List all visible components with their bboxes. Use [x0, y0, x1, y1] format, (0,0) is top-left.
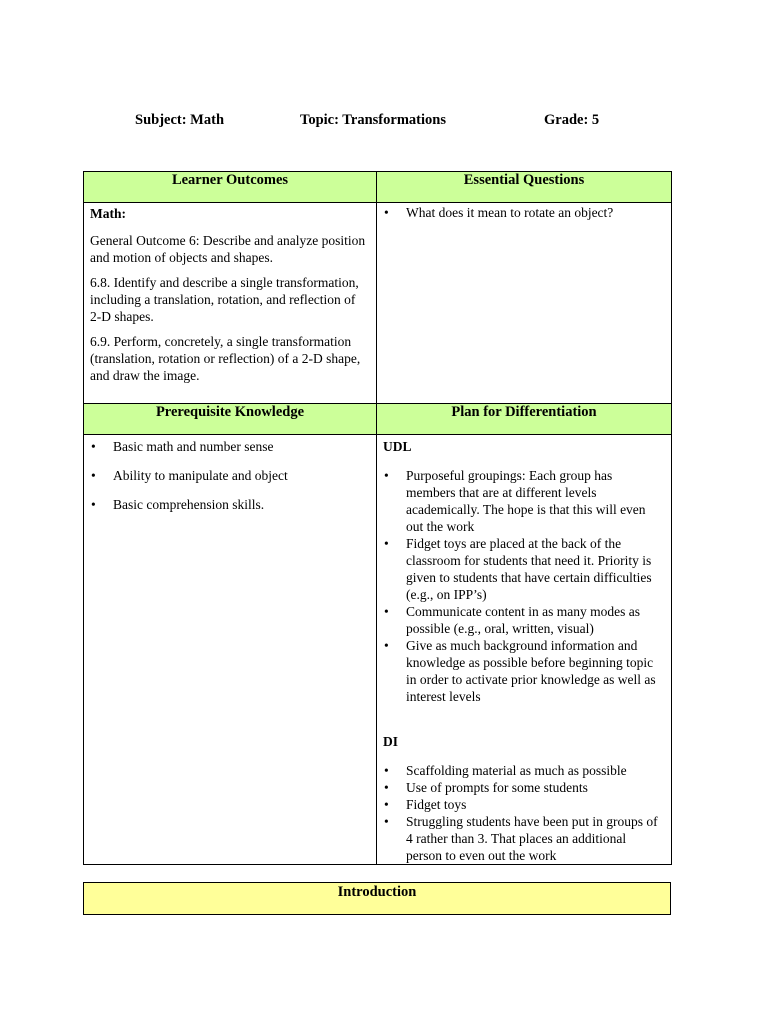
list-item: • Ability to manipulate and object: [90, 467, 370, 484]
outcome-6-9-text: 6.9. Perform, concretely, a single transformation (translation, rotation or reflection) of a 2-D shape, and draw the image.: [90, 334, 361, 383]
prerequisite-list: [90, 438, 370, 513]
general-outcome-text: General Outcome 6: Describe and analyze position and motion of objects and shapes.: [90, 233, 366, 265]
list-item: • Fidget toys: [383, 796, 665, 813]
learner-outcomes-title: Math:: [90, 206, 126, 221]
list-item: • Use of prompts for some students: [383, 779, 665, 796]
plan-for-differentiation-header: Plan for Differentiation: [377, 404, 672, 435]
udl-title: UDL: [383, 439, 412, 454]
list-item: • What does it mean to rotate an object?: [383, 204, 665, 221]
subject-label: Subject: Math: [135, 112, 225, 128]
introduction-header: Introduction: [83, 882, 671, 915]
prerequisite-knowledge-header: Prerequisite Knowledge: [84, 404, 377, 435]
list-item: • Give as much background information and knowledge as possible before beginning topic in order to activate prior knowledge as well as interest levels: [383, 637, 665, 705]
list-item: • Fidget toys are placed at the back of the classroom for students that need it. Priority is given to students that have certain difficulties (e.g., on IPP’s): [383, 535, 665, 603]
list-item: • Scaffolding material as much as possible: [383, 762, 665, 779]
list-item: • Basic math and number sense: [90, 438, 370, 455]
list-item: • Purposeful groupings: Each group has members that are at different levels academically. The hope is that this will even out the work: [383, 467, 665, 535]
learner-outcomes-cell: [84, 203, 377, 404]
prerequisite-cell: [84, 435, 377, 865]
learner-outcomes-header: Learner Outcomes: [84, 172, 377, 203]
outcome-6-8-text: 6.8. Identify and describe a single transformation, including a translation, rotation, and reflection of 2-D shapes.: [90, 275, 359, 324]
header-row-prereq: [84, 404, 672, 435]
topic-label: Topic: Transformations: [300, 112, 446, 128]
di-list: [383, 762, 665, 864]
prereq-row: [84, 435, 672, 865]
list-item: • Communicate content in as many modes as possible (e.g., oral, written, visual): [383, 603, 665, 637]
outcomes-row: [84, 203, 672, 404]
list-item: • Basic comprehension skills.: [90, 496, 370, 513]
essential-questions-list: [383, 204, 665, 221]
lesson-plan-table: [83, 171, 672, 865]
udl-list: [383, 467, 665, 705]
di-title: DI: [383, 734, 399, 749]
grade-label: Grade: 5: [544, 112, 600, 128]
header-row-outcomes: [84, 172, 672, 203]
essential-questions-cell: [377, 203, 672, 404]
differentiation-cell: [377, 435, 672, 865]
essential-questions-header: Essential Questions: [377, 172, 672, 203]
list-item: • Struggling students have been put in groups of 4 rather than 3. That places an additional person to even out the work: [383, 813, 665, 864]
